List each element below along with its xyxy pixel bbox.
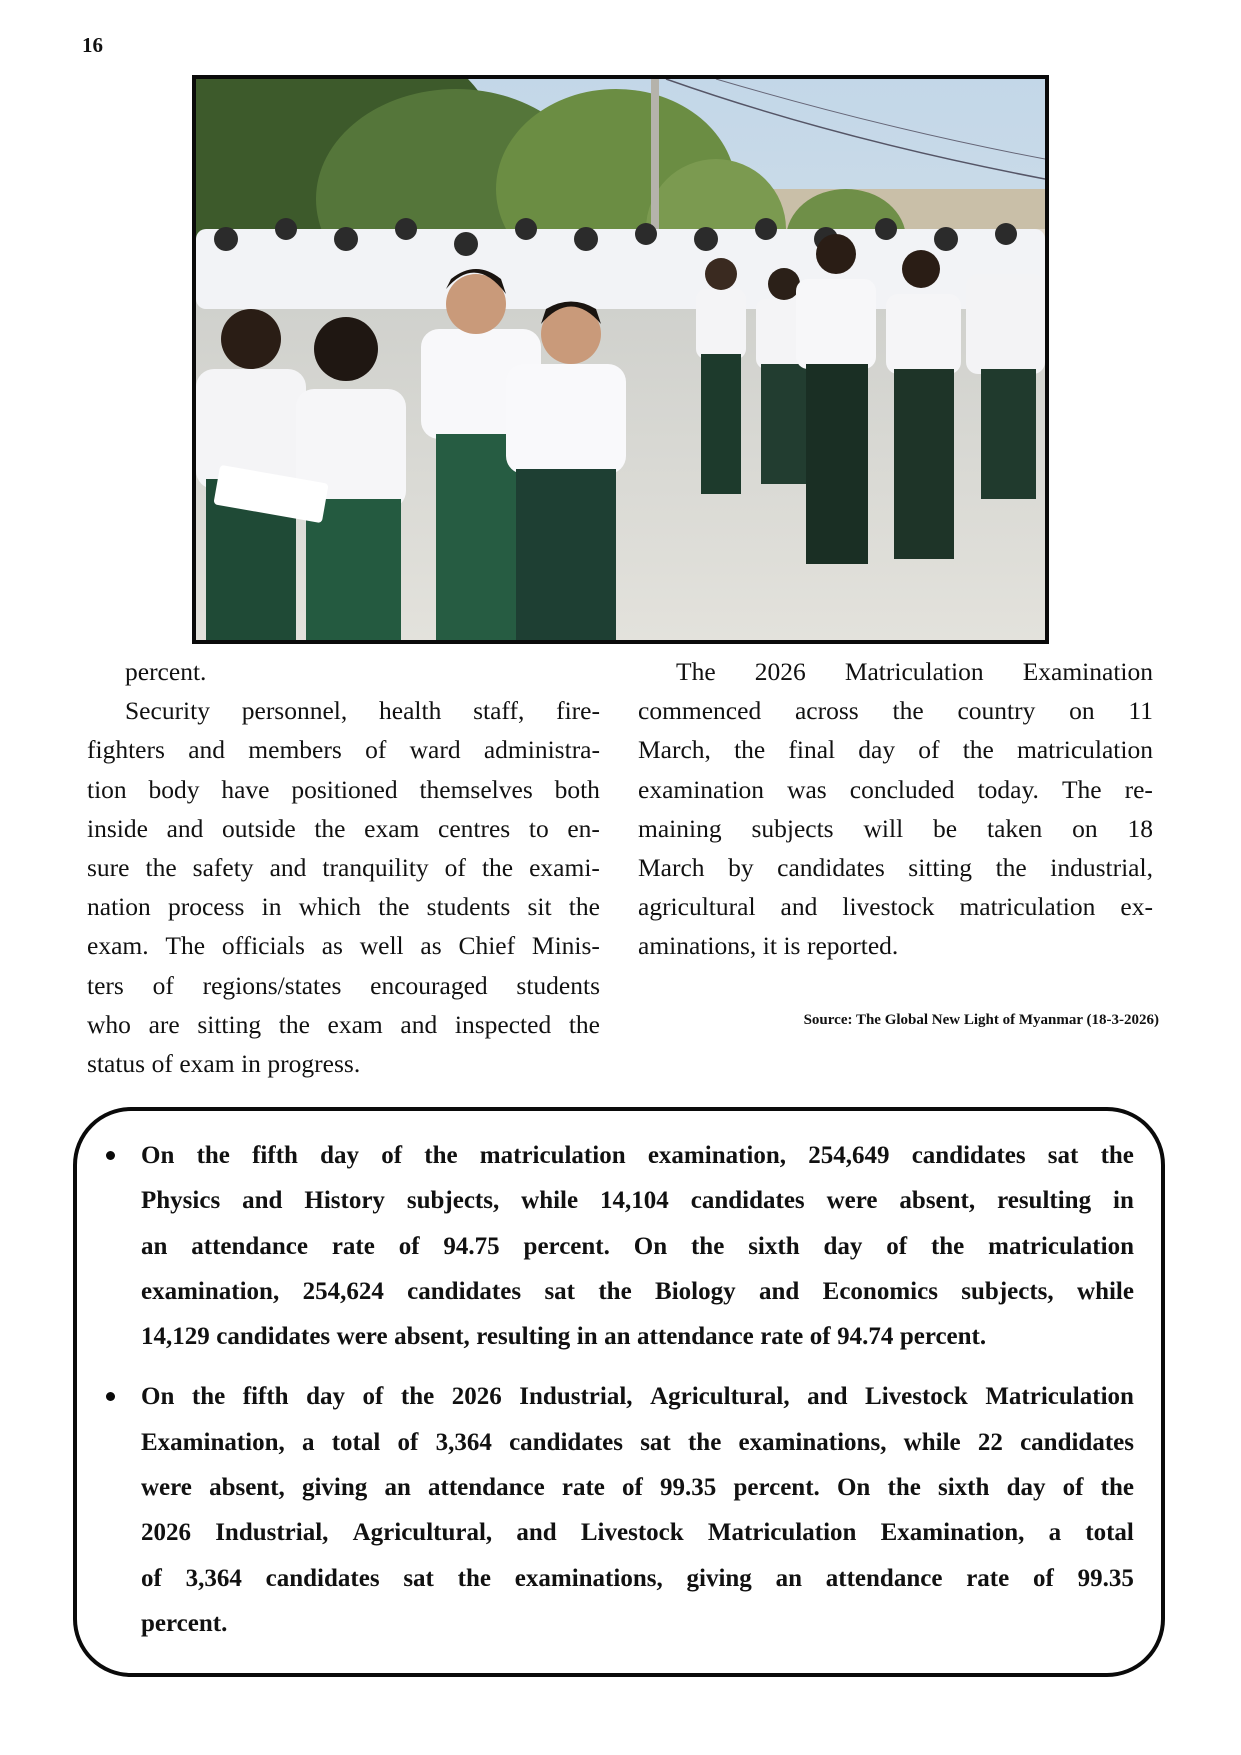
- word: en-: [567, 813, 600, 843]
- right-column-line: [638, 652, 1153, 691]
- word: country: [957, 696, 1036, 726]
- word: are: [148, 1009, 180, 1039]
- word: both: [554, 774, 600, 804]
- word: were: [336, 1323, 388, 1351]
- bullet-line: [141, 1269, 1134, 1314]
- word: students: [426, 892, 511, 922]
- left-column-line: [87, 926, 600, 965]
- word: have: [221, 774, 270, 804]
- word: On: [141, 1383, 175, 1411]
- word: subjects,: [961, 1277, 1054, 1305]
- word: and: [758, 1277, 800, 1305]
- word: resulting: [997, 1187, 1092, 1215]
- word: positioned: [291, 774, 398, 804]
- right-column-line: [638, 809, 1153, 848]
- word: 14,129: [141, 1323, 210, 1351]
- word: the: [930, 1232, 965, 1260]
- word: inspected: [454, 1009, 552, 1039]
- bullet-line: [141, 1465, 1134, 1510]
- word: total: [1085, 1519, 1134, 1547]
- word: giving: [686, 1564, 752, 1592]
- word: 11: [1128, 696, 1153, 726]
- word: were: [826, 1187, 878, 1215]
- right-column-line: [638, 730, 1153, 769]
- page-number: 16: [82, 33, 103, 57]
- word: it: [762, 931, 777, 961]
- word: the: [568, 892, 600, 922]
- word: the: [191, 1383, 226, 1411]
- word: will: [863, 813, 904, 843]
- word: Chief: [458, 931, 516, 961]
- word: while: [903, 1428, 961, 1456]
- word: of: [397, 1428, 419, 1456]
- word: Matriculation: [985, 1383, 1134, 1411]
- word: the: [314, 813, 346, 843]
- word: as: [420, 931, 442, 961]
- word: of: [381, 1142, 403, 1169]
- word: On: [141, 1142, 175, 1169]
- word: process: [167, 892, 245, 922]
- word: safety: [192, 852, 254, 882]
- word: 2026: [754, 657, 806, 686]
- word: administra-: [483, 735, 600, 765]
- word: the: [378, 892, 410, 922]
- word: matriculation: [1017, 735, 1153, 765]
- word: of: [365, 735, 387, 765]
- left-column-line: [87, 730, 600, 769]
- word: Examination: [1022, 657, 1153, 686]
- word: day: [320, 1142, 360, 1169]
- word: is: [783, 931, 801, 961]
- word: and: [780, 892, 818, 922]
- word: on: [1069, 696, 1095, 726]
- word: rate: [760, 1323, 804, 1351]
- left-column-line: [87, 966, 600, 1005]
- word: 254,624: [302, 1277, 384, 1305]
- word: exam.: [87, 931, 149, 961]
- word: candidates: [911, 1142, 1026, 1169]
- word: 2026: [141, 1519, 191, 1547]
- word: exam: [327, 1009, 383, 1039]
- left-column-line: [87, 887, 600, 926]
- word: the: [568, 1009, 600, 1039]
- word: the: [962, 735, 994, 765]
- word: the: [887, 1474, 921, 1502]
- word: personnel,: [241, 696, 348, 726]
- word: attendance: [637, 1323, 754, 1351]
- word: 18: [1127, 813, 1153, 843]
- word: final: [788, 735, 836, 765]
- word: percent.: [125, 657, 207, 686]
- word: tranquility: [322, 852, 429, 882]
- word: percent.: [141, 1609, 228, 1637]
- left-column-line: [87, 1005, 600, 1044]
- word: the: [278, 1009, 310, 1039]
- word: candidates: [265, 1564, 380, 1592]
- word: rate: [331, 1232, 375, 1260]
- word: fire-: [556, 696, 600, 726]
- word: officials: [221, 931, 305, 961]
- bullet-line: [141, 1133, 1134, 1178]
- word: an: [141, 1232, 168, 1260]
- left-column-line: [87, 1044, 600, 1083]
- word: percent.: [733, 1474, 820, 1502]
- word: concluded: [849, 774, 955, 804]
- word: Agricultural,: [352, 1519, 493, 1547]
- word: On: [633, 1232, 668, 1260]
- word: as: [321, 931, 343, 961]
- right-column-line: [638, 691, 1153, 730]
- word: reported.: [806, 931, 899, 961]
- word: examination: [638, 774, 765, 804]
- word: sit: [527, 892, 552, 922]
- word: examination,: [647, 1142, 787, 1169]
- word: The: [165, 931, 206, 961]
- word: sat: [640, 1428, 671, 1456]
- word: Matriculation: [707, 1519, 857, 1547]
- word: percent.: [523, 1232, 610, 1260]
- word: commenced: [638, 696, 762, 726]
- bullet-line: [141, 1510, 1134, 1555]
- word: and: [242, 1187, 283, 1215]
- word: rate: [561, 1474, 605, 1502]
- word: Matriculation: [844, 657, 984, 686]
- word: History: [304, 1187, 385, 1215]
- word: March: [638, 852, 705, 882]
- word: 99.35: [1077, 1564, 1134, 1592]
- word: Examination,: [141, 1428, 285, 1456]
- word: examination,: [141, 1277, 280, 1305]
- right-column-line: [638, 848, 1153, 887]
- word: matriculation: [988, 1232, 1134, 1260]
- word: who: [87, 1009, 131, 1039]
- word: subjects,: [406, 1187, 500, 1215]
- word: by: [728, 852, 754, 882]
- word: regions/states: [202, 970, 342, 1000]
- word: 2026: [451, 1383, 502, 1411]
- word: On: [836, 1474, 871, 1502]
- bullet-dot-icon: [106, 1151, 115, 1160]
- word: sat: [544, 1277, 575, 1305]
- bullet-line: [141, 1224, 1134, 1269]
- bullet-line: [141, 1178, 1134, 1223]
- word: exami-: [529, 852, 600, 882]
- word: Physics: [141, 1187, 221, 1215]
- word: nation: [87, 892, 151, 922]
- word: to: [528, 813, 549, 843]
- word: of: [151, 1048, 173, 1078]
- left-column-line: [87, 848, 600, 887]
- word: in: [241, 1048, 261, 1078]
- left-column-line: [87, 809, 600, 848]
- word: 3,364: [435, 1428, 492, 1456]
- word: 94.74: [837, 1323, 894, 1351]
- word: aminations,: [638, 931, 757, 961]
- word: health: [379, 696, 442, 726]
- word: candidates: [777, 852, 885, 882]
- word: fifth: [242, 1383, 289, 1411]
- word: and: [166, 813, 204, 843]
- word: the: [690, 1232, 725, 1260]
- word: 3,364: [185, 1564, 242, 1592]
- word: the: [995, 852, 1027, 882]
- word: re-: [1124, 774, 1153, 804]
- word: an: [384, 1474, 411, 1502]
- word: which: [298, 892, 362, 922]
- left-column-line: [87, 691, 600, 730]
- word: a: [1048, 1519, 1062, 1547]
- word: Agricultural,: [650, 1383, 790, 1411]
- word: was: [787, 774, 827, 804]
- word: Economics: [822, 1277, 938, 1305]
- right-column-line: [638, 887, 1153, 926]
- word: of: [886, 1232, 908, 1260]
- word: of: [1062, 1474, 1084, 1502]
- word: exam: [179, 1048, 235, 1078]
- students-photo-illustration: [196, 79, 1045, 640]
- word: examinations,: [514, 1564, 663, 1592]
- word: taken: [986, 813, 1043, 843]
- news-photo: [192, 75, 1049, 644]
- word: 22: [977, 1428, 1003, 1456]
- word: ters: [87, 970, 124, 1000]
- word: sat: [1047, 1142, 1079, 1169]
- word: fifth: [252, 1142, 298, 1169]
- word: absent,: [899, 1187, 976, 1215]
- word: across: [794, 696, 859, 726]
- word: in: [261, 892, 282, 922]
- word: the: [598, 1277, 632, 1305]
- word: the: [424, 1142, 458, 1169]
- right-column-line: [638, 770, 1153, 809]
- word: Livestock: [580, 1519, 684, 1547]
- word: be: [933, 813, 958, 843]
- word: the: [481, 852, 514, 882]
- word: and: [807, 1383, 848, 1411]
- right-column-line: [638, 926, 1153, 965]
- word: a: [302, 1428, 315, 1456]
- word: inside: [87, 813, 148, 843]
- bullet-line: [141, 1420, 1134, 1465]
- word: day: [823, 1232, 863, 1260]
- word: of: [398, 1232, 420, 1260]
- word: 254,649: [808, 1142, 890, 1169]
- word: candidates: [509, 1428, 623, 1456]
- word: the: [400, 1383, 435, 1411]
- word: status: [87, 1048, 146, 1078]
- word: body: [148, 774, 200, 804]
- word: day: [306, 1383, 346, 1411]
- word: matriculation: [479, 1142, 626, 1169]
- word: Industrial,: [519, 1383, 633, 1411]
- word: percent.: [899, 1323, 987, 1351]
- word: while: [1077, 1277, 1134, 1305]
- word: resulting: [476, 1323, 571, 1351]
- word: students: [516, 970, 600, 1000]
- word: matriculation: [959, 892, 1096, 922]
- word: The: [1061, 774, 1102, 804]
- word: Security: [125, 696, 210, 726]
- word: themselves: [419, 774, 533, 804]
- word: of: [918, 735, 940, 765]
- word: centres: [438, 813, 511, 843]
- word: ex-: [1120, 892, 1153, 922]
- word: of: [809, 1323, 831, 1351]
- word: Minis-: [531, 931, 600, 961]
- bullet-line: [141, 1556, 1134, 1601]
- word: total: [331, 1428, 381, 1456]
- word: and: [400, 1009, 438, 1039]
- word: of: [152, 970, 174, 1000]
- word: fighters: [87, 735, 165, 765]
- word: the: [892, 696, 924, 726]
- word: of: [1033, 1564, 1054, 1592]
- word: subjects: [751, 813, 834, 843]
- bullet-line: [141, 1374, 1134, 1419]
- word: were: [141, 1474, 192, 1502]
- word: Industrial,: [215, 1519, 329, 1547]
- word: day: [1006, 1474, 1046, 1502]
- word: exam: [364, 813, 420, 843]
- word: absent,: [394, 1323, 470, 1351]
- article-left-column: [87, 652, 600, 1083]
- word: candidates: [407, 1277, 522, 1305]
- word: the: [457, 1564, 491, 1592]
- word: sitting: [908, 852, 973, 882]
- word: of: [362, 1383, 384, 1411]
- word: of: [444, 852, 466, 882]
- word: the: [734, 735, 766, 765]
- word: while: [521, 1187, 579, 1215]
- word: candidates: [690, 1187, 805, 1215]
- word: an: [775, 1564, 802, 1592]
- word: examinations,: [738, 1428, 887, 1456]
- word: March,: [638, 735, 711, 765]
- word: outside: [222, 813, 296, 843]
- word: candidates: [1020, 1428, 1134, 1456]
- word: attendance: [825, 1564, 943, 1592]
- article-right-column: [638, 652, 1153, 966]
- word: The: [676, 657, 716, 686]
- bullet-item: [141, 1374, 1134, 1646]
- word: the: [196, 1142, 230, 1169]
- word: of: [141, 1564, 162, 1592]
- word: attendance: [191, 1232, 308, 1260]
- bullet-item: [141, 1133, 1134, 1359]
- bullet-line: [141, 1601, 1134, 1646]
- word: in: [576, 1323, 598, 1351]
- word: attendance: [428, 1474, 545, 1502]
- word: maining: [638, 813, 722, 843]
- word: an: [604, 1323, 631, 1351]
- word: encouraged: [370, 970, 488, 1000]
- word: on: [1072, 813, 1098, 843]
- word: sure: [87, 852, 130, 882]
- word: agricultural: [638, 892, 756, 922]
- word: 14,104: [600, 1187, 669, 1215]
- word: staff,: [473, 696, 525, 726]
- left-column-line: [87, 652, 600, 691]
- word: the: [687, 1428, 722, 1456]
- word: sixth: [938, 1474, 990, 1502]
- word: tion: [87, 774, 127, 804]
- word: Biology: [655, 1277, 736, 1305]
- word: day: [858, 735, 896, 765]
- word: sitting: [197, 1009, 262, 1039]
- word: members: [248, 735, 342, 765]
- article-source: Source: The Global New Light of Myanmar (18-3-2026): [803, 1012, 1159, 1028]
- left-column-line: [87, 770, 600, 809]
- word: 99.35: [660, 1474, 717, 1502]
- word: livestock: [842, 892, 935, 922]
- word: and: [269, 852, 307, 882]
- word: sat: [403, 1564, 434, 1592]
- word: ward: [409, 735, 461, 765]
- word: well: [359, 931, 404, 961]
- word: Livestock: [865, 1383, 968, 1411]
- word: rate: [966, 1564, 1010, 1592]
- word: absent,: [209, 1474, 285, 1502]
- word: the: [1100, 1142, 1134, 1169]
- word: 94.75: [443, 1232, 500, 1260]
- word: candidates: [216, 1323, 331, 1351]
- word: industrial,: [1050, 852, 1153, 882]
- word: progress.: [267, 1048, 361, 1078]
- word: of: [622, 1474, 643, 1502]
- bullet-line: [141, 1314, 1134, 1359]
- word: giving: [301, 1474, 368, 1502]
- word: today.: [977, 774, 1039, 804]
- word: the: [1100, 1474, 1134, 1502]
- highlight-bullet-list: [141, 1133, 1134, 1661]
- word: sixth: [748, 1232, 800, 1260]
- word: in: [1113, 1187, 1134, 1215]
- word: Examination,: [880, 1519, 1025, 1547]
- word: and: [188, 735, 226, 765]
- word: and: [516, 1519, 557, 1547]
- word: the: [145, 852, 177, 882]
